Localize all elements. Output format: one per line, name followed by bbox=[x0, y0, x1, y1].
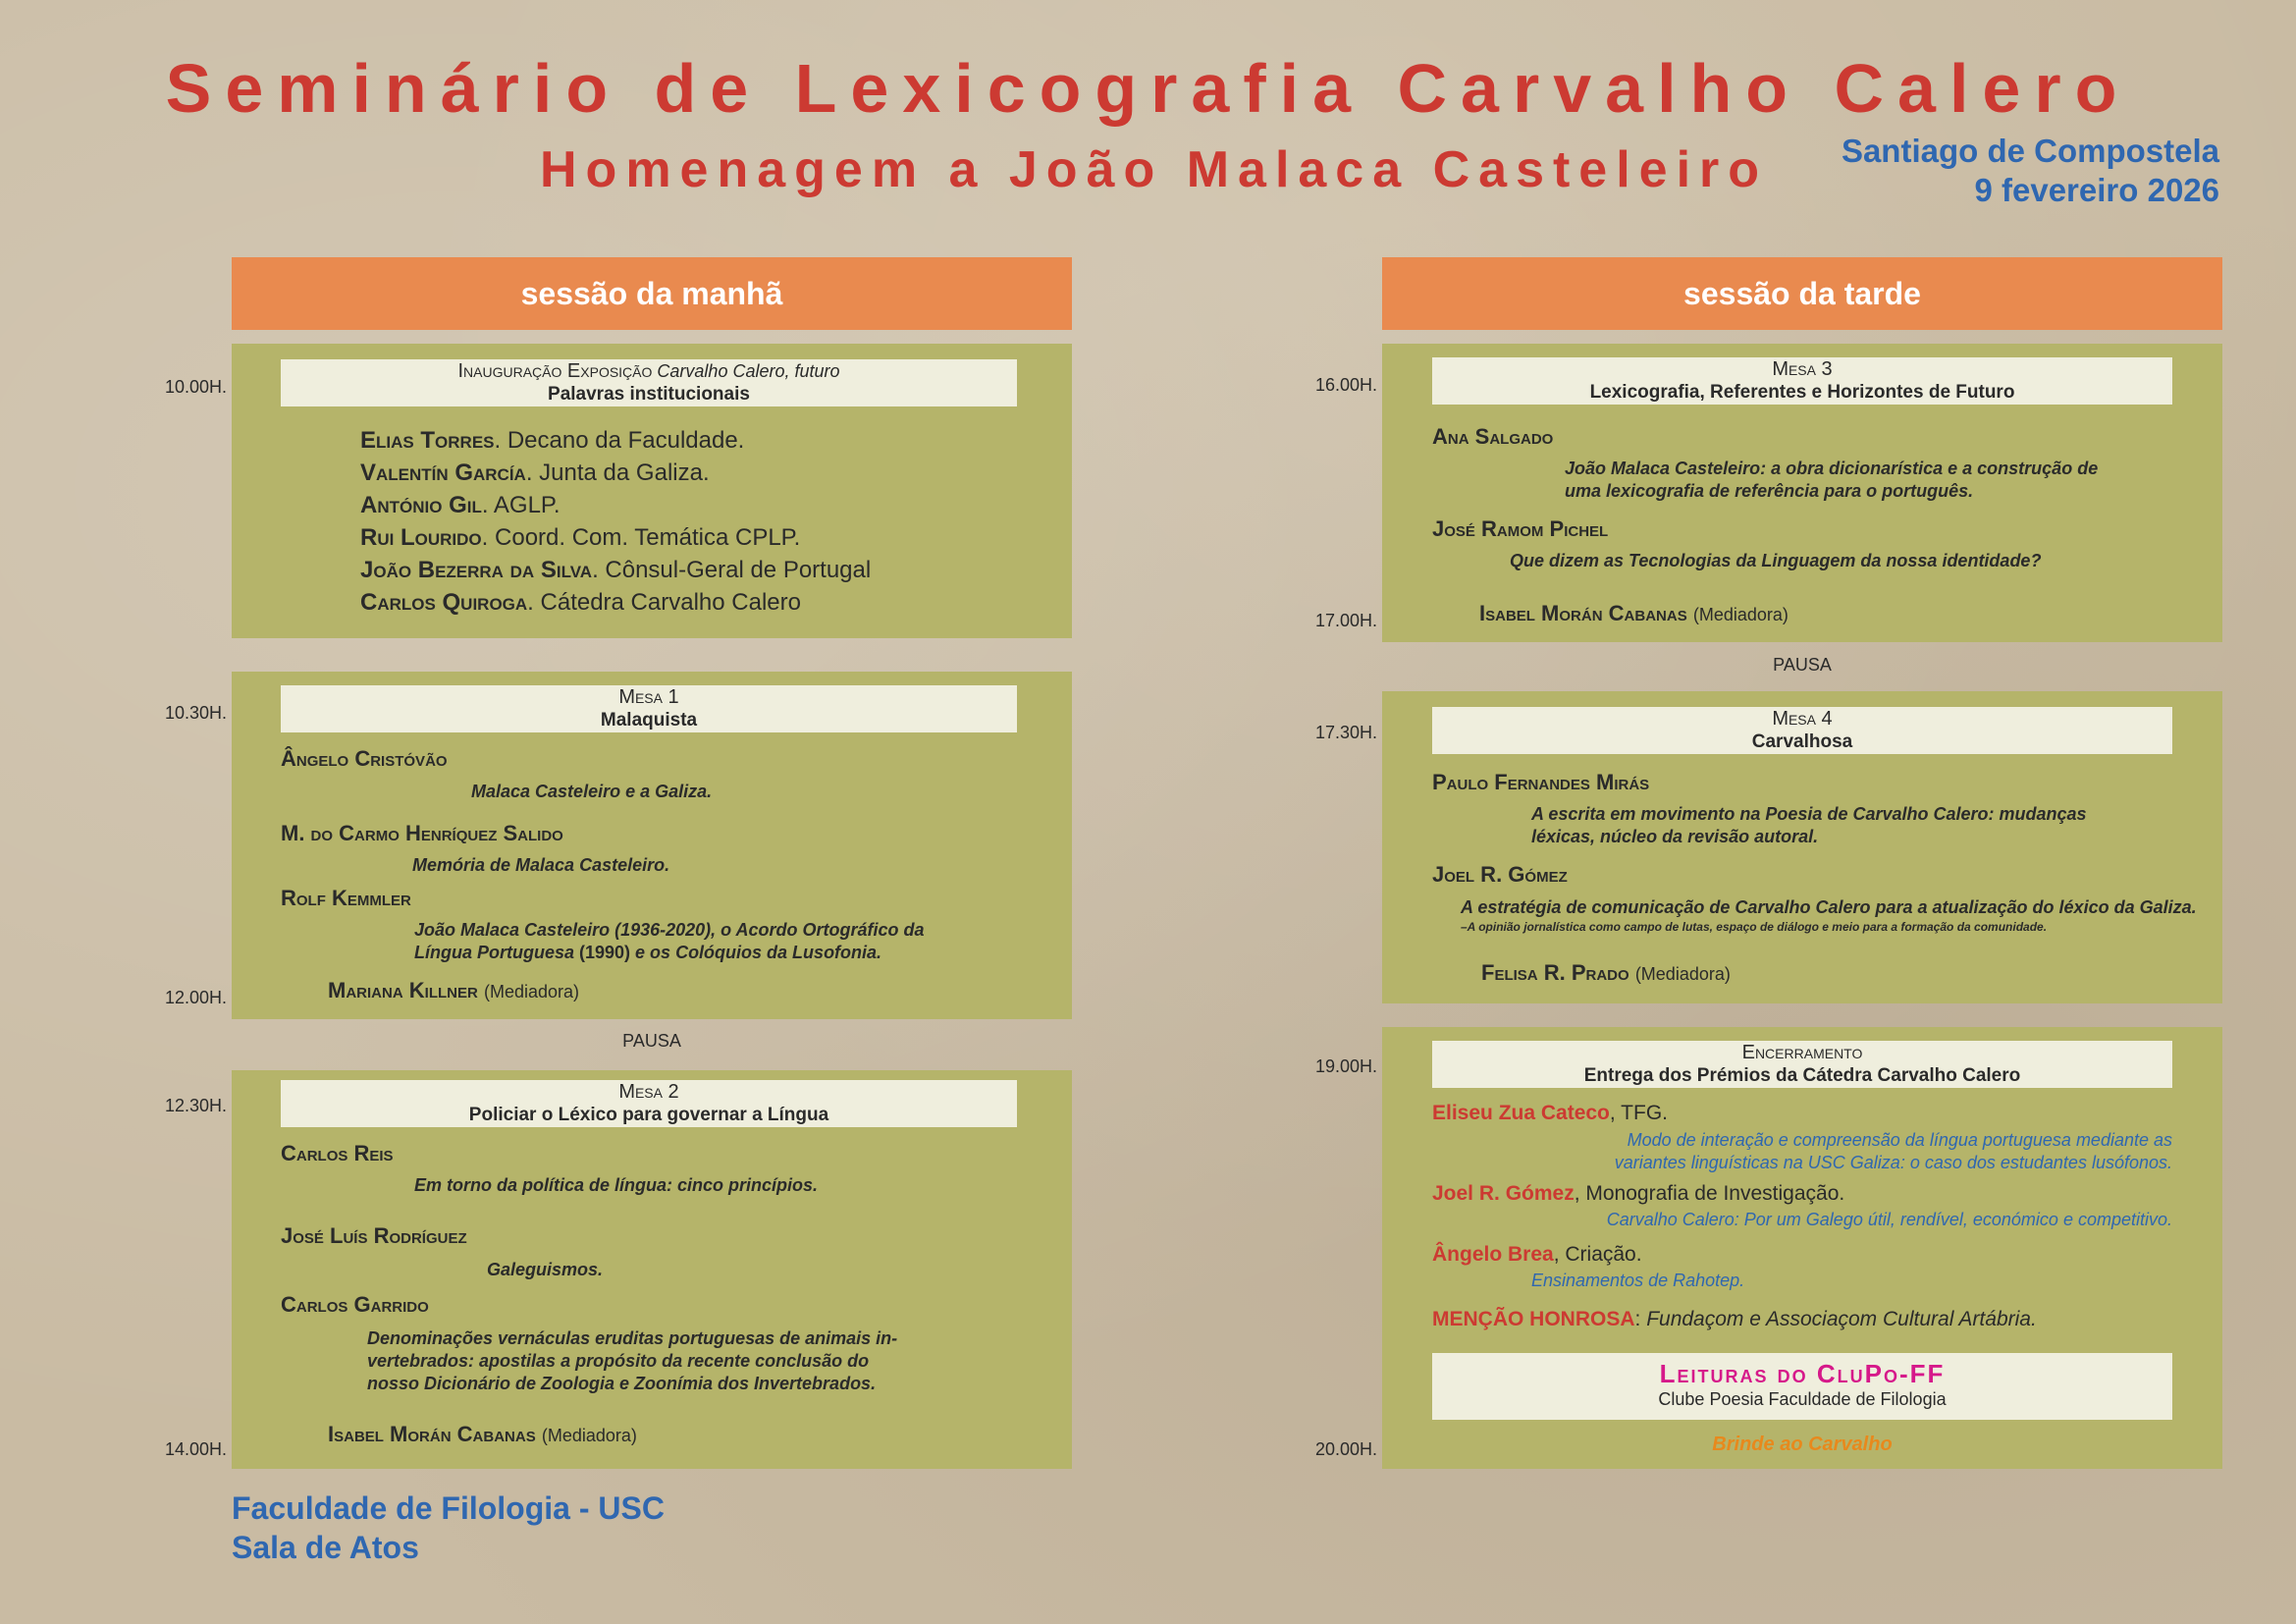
moderator bbox=[1479, 601, 1789, 626]
prize-category: , Criação. bbox=[1553, 1243, 1642, 1266]
time-label: 10.30H. bbox=[165, 703, 228, 723]
speaker-role: . Cônsul-Geral de Portugal bbox=[592, 557, 872, 583]
time-label: 10.00H. bbox=[165, 377, 228, 397]
speaker-row bbox=[360, 586, 871, 619]
prize-work: Ensinamentos de Rahotep. bbox=[1531, 1271, 1745, 1290]
prize-category: , TFG. bbox=[1609, 1102, 1669, 1124]
speaker-name: Elias Torres bbox=[360, 427, 495, 454]
prize-winner: Joel R. Gómez bbox=[1432, 1182, 1575, 1205]
mesa2-panel bbox=[232, 1070, 1072, 1469]
mention-colon: : bbox=[1634, 1308, 1647, 1330]
talk-line: João Malaca Casteleiro: a obra dicionarística e a construção de bbox=[1565, 459, 2099, 478]
closing-label bbox=[1432, 1041, 2172, 1088]
talk-title: Em torno da política de língua: cinco princípios. bbox=[414, 1175, 819, 1195]
time-label: 19.00H. bbox=[1315, 1056, 1378, 1076]
speaker-role: . Decano da Faculdade. bbox=[494, 427, 745, 454]
venue bbox=[232, 1489, 665, 1567]
moderator bbox=[328, 1422, 637, 1447]
prize-category: , Monografia de Investigação. bbox=[1574, 1182, 1845, 1205]
mesa4-kind: Mesa 4 bbox=[1772, 708, 1833, 730]
date: 9 fevereiro 2026 bbox=[1974, 172, 2219, 208]
morning-session-header: sessão da manhã bbox=[232, 257, 1072, 330]
speaker-role: . AGLP. bbox=[481, 492, 561, 518]
mesa4-label bbox=[1432, 707, 2172, 754]
talk-line bbox=[414, 942, 925, 964]
talk-title: Que dizem as Tecnologias da Linguagem da nossa identidade? bbox=[1510, 551, 2042, 570]
prize-work: Carvalho Calero: Por um Galego útil, rendível, económico e competitivo. bbox=[1606, 1210, 2172, 1229]
talk-title: Galeguismos. bbox=[487, 1260, 604, 1279]
mesa2-title: Policiar o Léxico para governar a Língua bbox=[468, 1105, 829, 1125]
mesa4-title: Carvalhosa bbox=[1751, 731, 1853, 752]
closing-kind: Encerramento bbox=[1741, 1042, 1863, 1063]
readings-title: Leituras do CluPo-FF bbox=[1659, 1359, 1946, 1388]
talk-title bbox=[1565, 458, 2098, 503]
venue-name: Faculdade de Filologia - USC bbox=[232, 1490, 665, 1526]
speaker-name: M. do Carmo Henríquez Salido bbox=[281, 821, 563, 845]
inauguration-kind-text: Inauguração Exposição bbox=[457, 360, 653, 382]
talk-subtitle: –A opinião jornalística como campo de lutas, espaço de diálogo e meio para a formação da comunidade. bbox=[1461, 920, 2048, 934]
seminar-subtitle: Homenagem a João Malaca Casteleiro bbox=[540, 141, 1769, 198]
mesa3-kind: Mesa 3 bbox=[1772, 358, 1833, 380]
speaker-name: Carlos Reis bbox=[281, 1141, 394, 1165]
inauguration-exhibit: Carvalho Calero, futuro bbox=[657, 361, 840, 381]
pause-label: PAUSA bbox=[622, 1031, 681, 1051]
talk-segment: (1990) bbox=[579, 943, 631, 962]
moderator-role: (Mediadora) bbox=[1634, 964, 1731, 984]
moderator-role: (Mediadora) bbox=[1692, 605, 1789, 624]
talk-line: nosso Dicionário de Zoologia e Zoonímia dos Invertebrados. bbox=[367, 1374, 877, 1393]
moderator-name: Isabel Morán Cabanas bbox=[1479, 601, 1687, 625]
speaker-name: Rui Lourido bbox=[360, 524, 482, 551]
inauguration-label bbox=[281, 359, 1017, 406]
prize-work-line: Modo de interação e compreensão da língua portuguesa mediante as bbox=[1627, 1130, 2172, 1150]
time-label: 17.30H. bbox=[1315, 723, 1378, 742]
speaker-row bbox=[360, 489, 871, 521]
talk-line: João Malaca Casteleiro (1936-2020), o Acordo Ortográfico da bbox=[414, 920, 925, 940]
speaker-name: Carlos Garrido bbox=[281, 1292, 429, 1317]
moderator-name: Isabel Morán Cabanas bbox=[328, 1422, 536, 1446]
readings-subtitle: Clube Poesia Faculdade de Filologia bbox=[1658, 1389, 1947, 1409]
speaker-name: Ângelo Cristóvão bbox=[281, 746, 448, 771]
talk-title: A estratégia de comunicação de Carvalho Calero para a atualização do léxico da Galiza. bbox=[1461, 897, 2197, 917]
time-label: 17.00H. bbox=[1315, 611, 1378, 630]
talk-title bbox=[1531, 803, 2087, 848]
prize-winner: Ângelo Brea bbox=[1432, 1243, 1554, 1266]
moderator-role: (Mediadora) bbox=[483, 982, 579, 1001]
city: Santiago de Compostela bbox=[1841, 133, 2219, 169]
speaker-name: Carlos Quiroga bbox=[360, 589, 528, 616]
mesa1-title: Malaquista bbox=[600, 710, 698, 731]
moderator bbox=[328, 978, 579, 1003]
speaker-name: Joel R. Gómez bbox=[1432, 862, 1568, 887]
prize-row bbox=[1432, 1182, 1844, 1206]
talk-title: Malaca Casteleiro e a Galiza. bbox=[471, 782, 713, 801]
speaker-name: João Bezerra da Silva bbox=[360, 557, 593, 583]
speaker-row bbox=[360, 521, 871, 554]
prize-row bbox=[1432, 1243, 1642, 1267]
moderator-name: Mariana Killner bbox=[328, 978, 478, 1002]
toast: Brinde ao Carvalho bbox=[1712, 1434, 1893, 1455]
inauguration-kind bbox=[281, 360, 1017, 383]
seminar-title: Seminário de Lexicografia Carvalho Calero bbox=[165, 50, 2131, 127]
speaker-row bbox=[360, 424, 871, 457]
afternoon-session-header: sessão da tarde bbox=[1382, 257, 2222, 330]
readings-box bbox=[1432, 1353, 2172, 1420]
mesa2-label bbox=[281, 1080, 1017, 1127]
talk-title bbox=[414, 919, 925, 964]
honorable-mention bbox=[1432, 1308, 2037, 1331]
talk-segment: e os Colóquios da Lusofonia. bbox=[630, 943, 882, 962]
time-label: 14.00H. bbox=[165, 1439, 228, 1459]
speaker-role: . Coord. Com. Temática CPLP. bbox=[481, 524, 801, 551]
mesa3-title: Lexicografia, Referentes e Horizontes de Futuro bbox=[1589, 382, 2015, 403]
prize-work bbox=[1432, 1129, 2172, 1174]
prize-work-line: variantes linguísticas na USC Galiza: o caso dos estudantes lusófonos. bbox=[1614, 1153, 2172, 1172]
talk-line: A escrita em movimento na Poesia de Carvalho Calero: mudanças bbox=[1531, 804, 2087, 824]
speaker-role: . Junta da Galiza. bbox=[525, 460, 710, 486]
speaker-row bbox=[360, 554, 871, 586]
talk-line: vertebrados: apostilas a propósito da recente conclusão do bbox=[367, 1351, 870, 1371]
talk-title: Memória de Malaca Casteleiro. bbox=[412, 855, 670, 875]
speaker-role: . Cátedra Carvalho Calero bbox=[527, 589, 801, 616]
speaker-name: José Ramom Pichel bbox=[1432, 516, 1609, 541]
inauguration-subtitle: Palavras institucionais bbox=[548, 384, 750, 405]
speaker-name: Rolf Kemmler bbox=[281, 886, 411, 910]
mesa1-kind: Mesa 1 bbox=[618, 686, 679, 708]
time-label: 12.00H. bbox=[165, 988, 228, 1007]
moderator-name: Felisa R. Prado bbox=[1481, 960, 1629, 985]
speaker-name: Valentín García bbox=[360, 460, 526, 486]
mesa3-label bbox=[1432, 357, 2172, 405]
talk-line: Denominações vernáculas eruditas portuguesas de animais in- bbox=[367, 1328, 898, 1348]
venue-room: Sala de Atos bbox=[232, 1530, 419, 1565]
talk-segment: Língua Portuguesa bbox=[414, 943, 580, 962]
moderator bbox=[1481, 960, 1731, 986]
speaker-name: José Luís Rodríguez bbox=[281, 1223, 467, 1248]
mesa1-label bbox=[281, 685, 1017, 732]
time-label: 16.00H. bbox=[1315, 375, 1378, 395]
prize-row bbox=[1432, 1102, 1668, 1125]
time-label: 20.00H. bbox=[1315, 1439, 1378, 1459]
location-date bbox=[1842, 132, 2219, 210]
talk-line: léxicas, núcleo da revisão autoral. bbox=[1531, 827, 1819, 846]
talk-title bbox=[367, 1327, 897, 1395]
talk-line: uma lexicografia de referência para o português. bbox=[1565, 481, 1974, 501]
mention-label: MENÇÃO HONROSA bbox=[1432, 1308, 1635, 1330]
mesa2-kind: Mesa 2 bbox=[618, 1081, 679, 1103]
institutional-speakers bbox=[360, 424, 871, 619]
moderator-role: (Mediadora) bbox=[541, 1426, 637, 1445]
speaker-name: Paulo Fernandes Mirás bbox=[1432, 770, 1650, 794]
mention-text: Fundaçom e Associaçom Cultural Artábria. bbox=[1646, 1308, 2037, 1330]
prize-winner: Eliseu Zua Cateco bbox=[1432, 1102, 1610, 1124]
speaker-row bbox=[360, 457, 871, 489]
pause-label: PAUSA bbox=[1773, 655, 1832, 675]
time-label: 12.30H. bbox=[165, 1096, 228, 1115]
speaker-name: Ana Salgado bbox=[1432, 424, 1554, 449]
closing-title: Entrega dos Prémios da Cátedra Carvalho Calero bbox=[1583, 1065, 2021, 1086]
speaker-name: António Gil bbox=[360, 492, 482, 518]
